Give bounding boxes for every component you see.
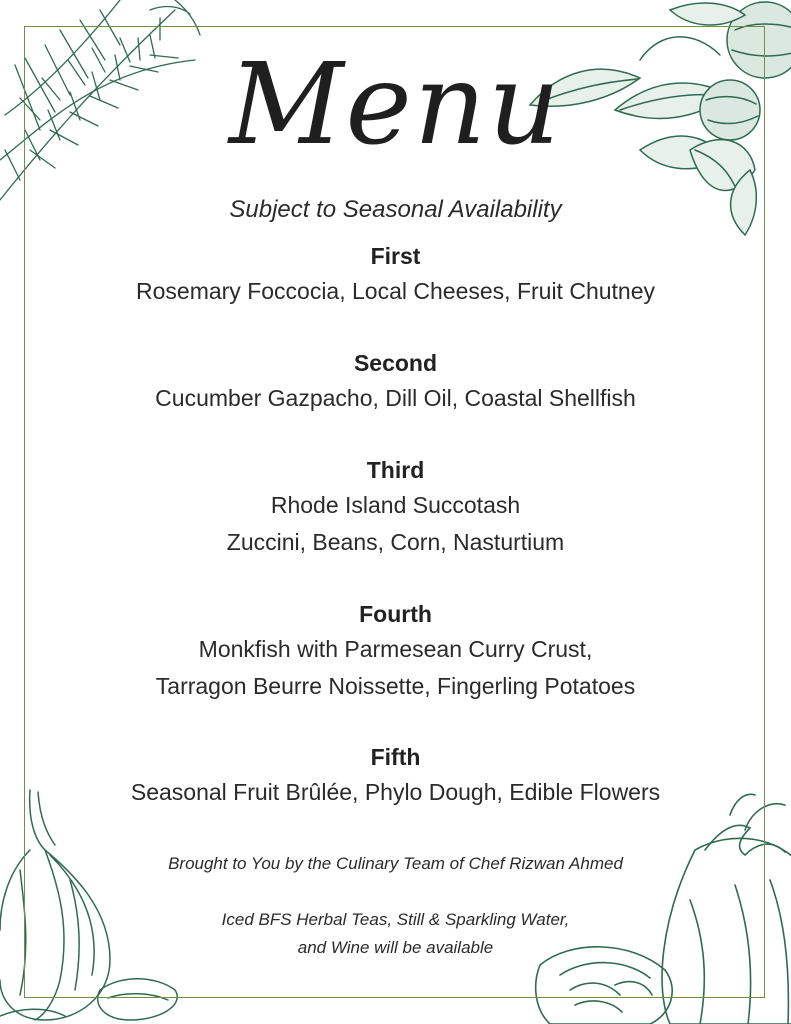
course-third: [0, 453, 791, 561]
course-dish: Rhode Island Succotash: [270, 492, 521, 518]
course-fourth: [0, 597, 791, 705]
course-name: First: [370, 243, 421, 269]
course-dish: Monkfish with Parmesean Curry Crust,: [198, 636, 593, 662]
course-dish: Rosemary Foccocia, Local Cheeses, Fruit Chutney: [136, 278, 655, 304]
beverage-note: Iced BFS Herbal Teas, Still & Sparkling Water,: [221, 910, 570, 929]
course-name: Fifth: [370, 744, 421, 770]
course-name: Third: [366, 457, 425, 483]
course-dish: Seasonal Fruit Brûlée, Phylo Dough, Edible Flowers: [130, 779, 661, 805]
menu-title: Menu: [228, 40, 563, 170]
course-name: Fourth: [359, 601, 432, 627]
course-fifth: [0, 740, 791, 811]
course-dish: Zuccini, Beans, Corn, Nasturtium: [226, 529, 565, 555]
course-dish: Tarragon Beurre Noissette, Fingerling Potatoes: [155, 673, 636, 699]
chef-credit: Brought to You by the Culinary Team of Chef Rizwan Ahmed: [168, 854, 623, 873]
menu-subtitle: Subject to Seasonal Availability: [229, 196, 562, 223]
course-dish: Cucumber Gazpacho, Dill Oil, Coastal Shellfish: [155, 385, 636, 411]
beverage-note: and Wine will be available: [297, 938, 494, 957]
course-second: [0, 346, 791, 417]
course-first: [0, 239, 791, 310]
course-name: Second: [353, 350, 438, 376]
